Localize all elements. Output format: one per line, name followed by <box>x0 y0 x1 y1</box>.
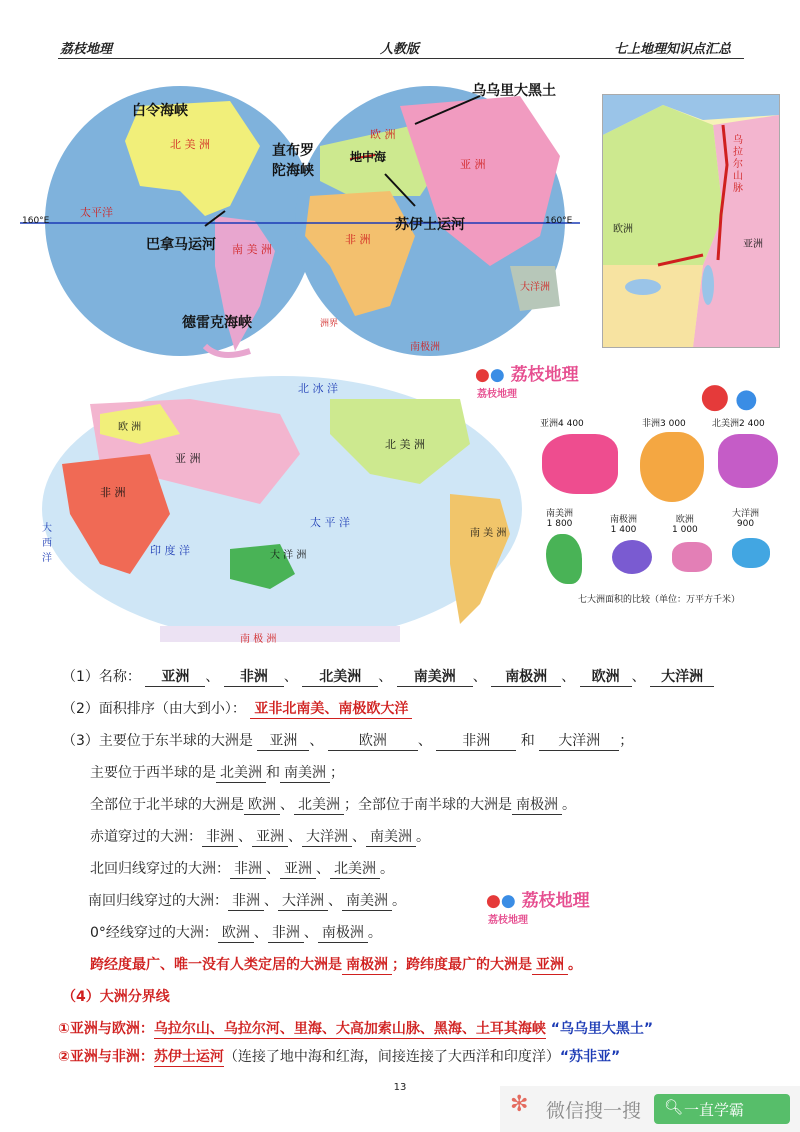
q4-title: （4）大洲分界线 <box>62 989 170 1005</box>
q3-line-1: （3）主要位于东半球的大洲是 亚洲 、 欧洲 、 非洲 和 大洋洲 ； <box>62 730 633 751</box>
area-oceania-label: 大洋洲 900 <box>732 509 760 529</box>
world-label-africa: 非 洲 <box>100 486 126 499</box>
logo-mascot-icon: ● <box>700 376 730 416</box>
world-map <box>40 374 525 644</box>
header-divider <box>58 58 744 59</box>
label-north-america: 北 美 洲 <box>170 138 210 151</box>
shape-africa <box>640 432 704 502</box>
q3-line-5: 北回归线穿过的大洲： 非洲 、 亚洲 、 北美洲 。 <box>90 858 394 879</box>
area-europe-label: 欧洲 1 000 <box>672 515 698 535</box>
shape-europe <box>672 542 712 572</box>
q3-red-line: 跨经度最广、唯一没有人类定居的大洲是 南极洲 ；跨纬度最广的大洲是 亚洲 。 <box>90 954 582 975</box>
logo-subtext: 荔枝地理 <box>477 389 517 400</box>
label-antarctica: 南极洲 <box>410 342 440 353</box>
area-antarctica-label: 南极洲 1 400 <box>610 515 638 535</box>
world-label-indian: 印 度 洋 <box>150 544 190 557</box>
logo-top <box>475 360 579 400</box>
shape-north-america <box>718 434 778 488</box>
q3-line-2: 主要位于西半球的是 北美洲 和 南美洲 ； <box>90 762 344 783</box>
label-ural-mnemonic: 乌乌里大黑土 <box>472 83 556 99</box>
label-south-america: 南 美 洲 <box>232 243 272 256</box>
world-label-atlantic: 大 西 洋 <box>42 523 52 564</box>
watermark-search-button[interactable] <box>654 1094 790 1124</box>
label-africa: 非 洲 <box>345 233 371 246</box>
ural-inset-map <box>602 94 780 348</box>
label-oceania: 大洋洲 <box>520 282 550 293</box>
logo-text: 荔枝地理 <box>510 365 579 385</box>
world-label-europe: 欧 洲 <box>118 422 142 433</box>
shape-south-america <box>546 534 582 584</box>
q3-line-6: 南回归线穿过的大洲： 非洲 、 大洋洲 、 南美洲 。 <box>88 890 406 911</box>
q3-line-3: 全部位于北半球的大洲是 欧洲 、 北美洲 ；全部位于南半球的大洲是 南极洲 。 <box>90 794 576 815</box>
world-map-svg <box>40 374 525 644</box>
inset-label-ural: 乌拉尔山脉 <box>733 135 743 194</box>
area-africa-label: 非洲3 000 <box>642 419 686 429</box>
shape-asia <box>542 434 618 494</box>
q1-line: （1）名称： 亚洲 、 非洲 、 北美洲 、 南美洲 、 南极洲 、 欧洲 、 大洋洲 <box>62 666 714 687</box>
label-lon-left: 160°E <box>22 216 50 226</box>
logo-globe-icon: ● <box>489 365 505 385</box>
label-gibraltar-2: 陀海峡 <box>272 163 314 179</box>
label-lon-right: 160°E <box>545 216 573 226</box>
world-label-north-america: 北 美 洲 <box>385 438 425 451</box>
area-sa-label: 南美洲 1 800 <box>546 509 574 529</box>
logo-middle-subtext: 荔枝地理 <box>488 915 528 926</box>
q4-line-2: ②亚洲与非洲：苏伊士运河（连接了地中海和红海，间接连接了大西洋和印度洋）“苏非亚” <box>58 1046 620 1067</box>
q4-line-1: ①亚洲与欧洲：乌拉尔山、乌拉尔河、里海、大高加索山脉、黑海、土耳其海峡 “乌乌里大黑土” <box>58 1018 653 1039</box>
label-mediterranean: 地中海 <box>350 150 387 164</box>
header-center: 人教版 <box>380 42 420 57</box>
area-comparison <box>536 410 786 610</box>
watermark-text: 微信搜一搜 <box>546 1100 642 1122</box>
logo-middle-text: 荔枝地理 <box>521 891 590 911</box>
q2-line: （2）面积排序（由大到小）： 亚非北南美、南极欧大洋 <box>62 698 412 719</box>
header-right: 七上地理知识点汇总 <box>614 42 732 57</box>
q3-line-7: 0°经线穿过的大洲： 欧洲 、 非洲 、 南极洲 。 <box>90 922 382 943</box>
logo-middle-globe-icon: ● <box>500 891 516 911</box>
world-label-asia: 亚 洲 <box>175 452 201 465</box>
world-label-pacific: 太 平 洋 <box>310 516 350 529</box>
label-boundary: 洲界 <box>320 319 339 329</box>
page-number: 13 <box>393 1082 407 1093</box>
logo-mascot-globe-icon: ● <box>735 384 758 414</box>
area-asia-label: 亚洲4 400 <box>540 419 584 429</box>
header-left: 荔枝地理 <box>60 42 113 57</box>
world-label-antarctica: 南 极 洲 <box>240 634 277 645</box>
world-label-arctic: 北 冰 洋 <box>298 382 338 395</box>
logo-middle-fruit-icon: ● <box>486 891 501 911</box>
label-pacific: 太平洋 <box>80 206 113 219</box>
inset-label-asia: 亚洲 <box>743 239 763 250</box>
world-label-south-america: 南 美 洲 <box>470 528 507 539</box>
label-bering: 白令海峡 <box>132 103 188 119</box>
logo-fruit-icon: ● <box>475 365 490 385</box>
area-na-label: 北美洲2 400 <box>712 419 765 429</box>
label-asia: 亚 洲 <box>460 158 486 171</box>
label-panama: 巴拿马运河 <box>146 237 216 253</box>
shape-oceania <box>732 538 770 568</box>
logo-middle <box>486 886 590 926</box>
search-icon: 🔍︎ <box>664 1098 684 1116</box>
label-europe: 欧 洲 <box>370 128 396 141</box>
area-chart-title: 七大洲面积的比较（单位：万平方千米） <box>578 595 741 605</box>
shape-antarctica <box>612 540 652 574</box>
hemisphere-map <box>20 66 580 366</box>
inset-label-europe: 欧洲 <box>613 224 633 235</box>
wechat-search-icon: ✻ <box>510 1092 529 1117</box>
label-suez: 苏伊士运河 <box>395 217 465 233</box>
watermark-button-label: 一直学霸 <box>684 1101 745 1119</box>
world-label-oceania: 大 洋 洲 <box>270 550 307 561</box>
q3-line-4: 赤道穿过的大洲： 非洲 、 亚洲 、 大洋洲 、 南美洲 。 <box>90 826 430 847</box>
label-drake: 德雷克海峡 <box>182 315 252 331</box>
label-gibraltar-1: 直布罗 <box>272 143 314 159</box>
